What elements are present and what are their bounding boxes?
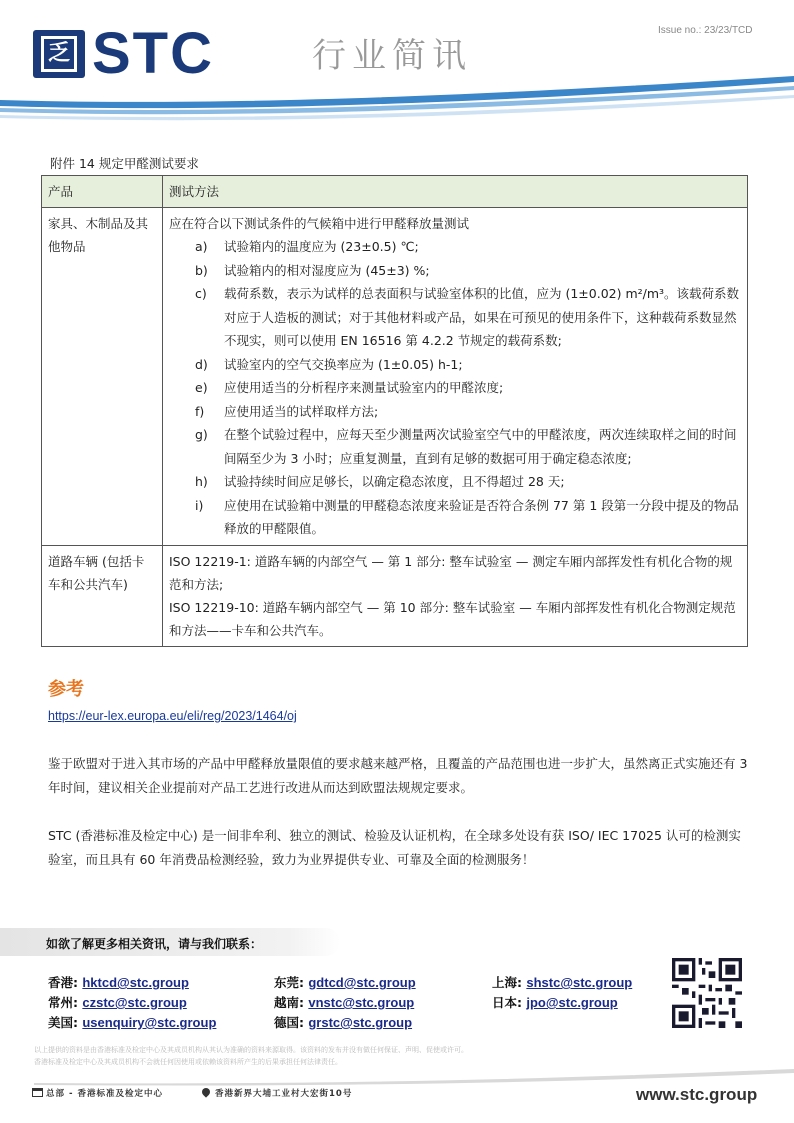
paragraph-about-stc: STC (香港标准及检定中心) 是一间非牟利、独立的测试、检验及认证机构，在全球多处设有获 ISO/ IEC 17025 认可的检测实验室，而且具有 60 年消费品检测经验，致力为业界提供专业、可靠及全面的检测服务！ [48, 828, 741, 867]
item-label: b) [195, 262, 208, 278]
email-link[interactable]: usenquiry@stc.group [82, 1015, 217, 1030]
list-item [169, 470, 741, 494]
item-label: h) [195, 474, 208, 489]
table-row [42, 208, 748, 546]
region-label: 上海: [492, 975, 522, 990]
test-method-cell [163, 208, 748, 546]
contact-hong-kong [48, 973, 189, 991]
item-text: 试验室内的空气交换率应为 (1±0.05) h-1; [224, 356, 463, 372]
email-link[interactable]: jpo@stc.group [526, 995, 618, 1010]
list-item [169, 400, 741, 424]
list-item [169, 235, 741, 259]
item-text: 载荷系数，表示为试样的总表面积与试验室体积的比值，应为 (1±0.02) m²/m³。该载荷系数对应于人造板的测试；对于其他材料或产品，如果在可预见的使用条件下，这种载荷系数显然不现实，则可以使用 EN 16516 第 4.2.2 节规定的载荷系数; [224, 286, 740, 348]
contact-vietnam [274, 993, 414, 1011]
newsletter-title: 行业简讯 [312, 36, 472, 76]
list-item [169, 494, 741, 541]
table-row [42, 545, 748, 646]
contact-usa [48, 1013, 216, 1031]
issue-number: Issue no.: 23/23/TCD [658, 25, 753, 36]
item-label: f) [195, 403, 205, 419]
location-pin-icon [200, 1086, 211, 1097]
region-label: 常州: [48, 995, 78, 1010]
formaldehyde-test-table [41, 175, 748, 647]
list-item [169, 282, 741, 353]
annex-caption: 附件 14 规定甲醛测试要求 [50, 156, 199, 171]
footer-website[interactable]: www.stc.group [636, 1085, 758, 1104]
header-test-method: 测试方法 [163, 176, 748, 208]
product-cell: 道路车辆 (包括卡车和公共汽车) [42, 545, 163, 646]
list-item [169, 423, 741, 470]
item-label: c) [195, 286, 207, 301]
test-method-cell [163, 545, 748, 646]
list-item [169, 353, 741, 377]
email-link[interactable]: gdtcd@stc.group [308, 975, 416, 990]
list-item [169, 376, 741, 400]
region-label: 日本: [492, 995, 522, 1010]
contact-dongguan [274, 973, 416, 991]
email-link[interactable]: shstc@stc.group [526, 975, 633, 990]
requirement-list [169, 235, 741, 541]
region-label: 德国: [274, 1015, 304, 1030]
contact-japan [492, 993, 618, 1011]
reference-heading: 参考 [48, 679, 84, 700]
address-text: 香港新界大埔工业村大宏街10号 [215, 1089, 353, 1099]
item-label: i) [195, 497, 204, 513]
footer-headquarters [32, 1087, 163, 1099]
footer-address [202, 1087, 352, 1099]
item-label: d) [195, 356, 208, 372]
item-label: g) [195, 427, 208, 442]
email-link[interactable]: vnstc@stc.group [308, 995, 415, 1010]
header-swoosh-decoration [0, 76, 794, 136]
eur-lex-link[interactable]: https://eur-lex.europa.eu/eli/reg/2023/1464/oj [48, 709, 297, 723]
region-label: 越南: [274, 995, 304, 1010]
stc-logo-emblem [33, 30, 85, 78]
building-icon [32, 1088, 43, 1097]
paragraph-summary: 鉴于欧盟对于进入其市场的产品中甲醛释放量限值的要求越来越严格，且覆盖的产品范围也进一步扩大，虽然离正式实施还有 3 年时间，建议相关企业提前对产品工艺进行改进从而达到欧盟法规规定要求。 [48, 756, 748, 795]
region-label: 美国: [48, 1015, 78, 1030]
table-header-row [42, 176, 748, 208]
item-text: 试验箱内的温度应为 (23±0.5) ℃; [224, 239, 419, 254]
qr-code-icon [672, 958, 742, 1028]
email-link[interactable]: grstc@stc.group [308, 1015, 413, 1030]
item-text: 应使用适当的试样取样方法; [224, 403, 379, 419]
header-product: 产品 [42, 176, 163, 208]
email-link[interactable]: czstc@stc.group [82, 995, 187, 1010]
stc-emblem-icon: 乏 [41, 36, 77, 72]
item-text: 应使用适当的分析程序来测量试验室内的甲醛浓度; [224, 380, 504, 395]
region-label: 香港: [48, 975, 78, 990]
item-text: 应使用在试验箱中测量的甲醛稳态浓度来验证是否符合条例 77 第 1 段第一分段中提及的物品释放的甲醛限值。 [224, 497, 739, 536]
item-label: a) [195, 239, 208, 254]
disclaimer-line-2: 香港标准及检定中心及其成员机构不会就任何因使用或依赖该资料所产生的后果承担任何法律责任。 [34, 1058, 342, 1066]
item-text: 在整个试验过程中，应每天至少测量两次试验室空气中的甲醛浓度，两次连续取样之间的时间间隔至少为 3 小时；应重复测量，直到有足够的数据可用于确定稳态浓度; [224, 427, 737, 466]
contact-shanghai [492, 973, 632, 991]
test-method-intro: 应在符合以下测试条件的气候箱中进行甲醛释放量测试 [169, 216, 470, 231]
disclaimer-line-1: 以上提供的资料是由香港标准及检定中心及其成员机构从其认为准确的资料来源取得。该资料的发布并没有做任何保证、声明、促使或许可。 [34, 1046, 468, 1054]
standard-iso-12219-10: ISO 12219-10: 道路车辆内部空气 — 第 10 部分: 整车试验室 — 车厢内部挥发性有机化合物测定规范和方法——卡车和公共汽车。 [169, 599, 736, 638]
email-link[interactable]: hktcd@stc.group [82, 975, 189, 990]
contact-title: 如欲了解更多相关资讯，请与我们联系： [46, 937, 263, 951]
region-label: 东莞: [274, 975, 304, 990]
item-label: e) [195, 380, 208, 395]
item-text: 试验箱内的相对湿度应为 (45±3) %; [224, 262, 430, 278]
standard-iso-12219-1: ISO 12219-1: 道路车辆的内部空气 — 第 1 部分: 整车试验室 — 测定车厢内部挥发性有机化合物的规范和方法; [169, 553, 733, 592]
footer-swoosh-decoration [34, 1067, 794, 1087]
contact-changzhou [48, 993, 187, 1011]
product-cell: 家具、木制品及其他物品 [42, 208, 163, 546]
headquarters-text: 总部 - 香港标准及检定中心 [46, 1089, 163, 1099]
item-text: 试验持续时间应足够长，以确定稳态浓度，且不得超过 28 天; [224, 474, 565, 489]
contact-germany [274, 1013, 412, 1031]
stc-logo-text: STC [92, 21, 214, 86]
list-item [169, 259, 741, 283]
